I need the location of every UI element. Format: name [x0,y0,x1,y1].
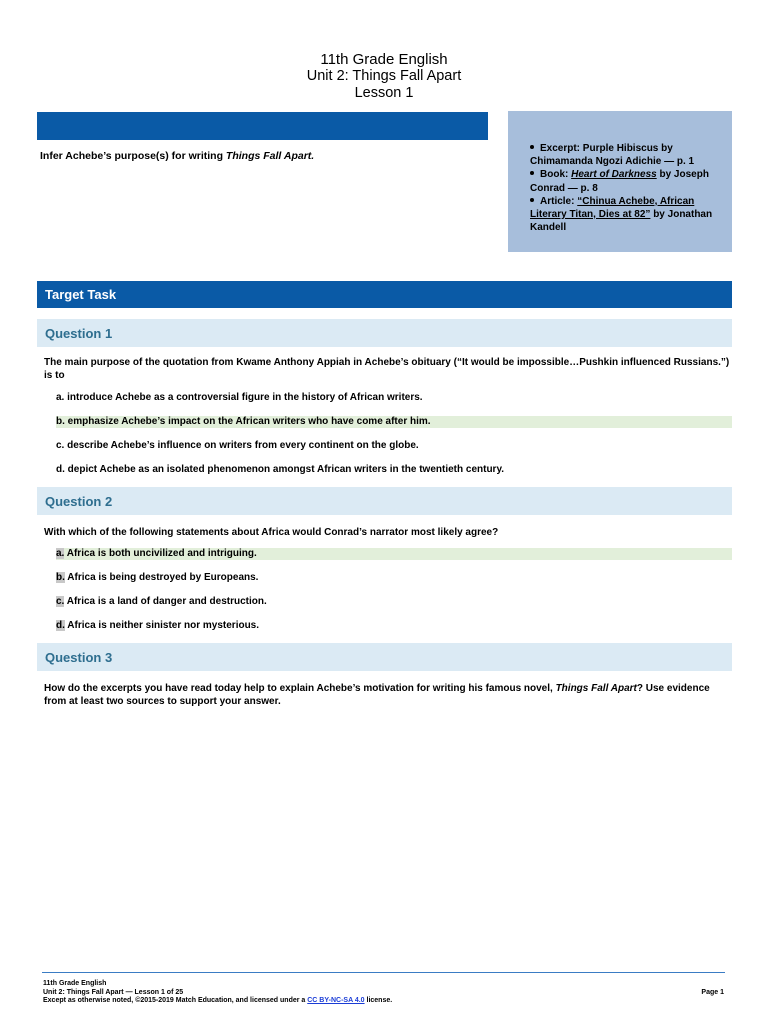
bullet-icon [530,198,534,202]
question-1-heading: Question 1 [37,319,732,347]
objective-book-title: Things Fall Apart. [225,150,315,162]
question-3-heading: Question 3 [37,643,732,671]
question-1-choice-a: a. introduce Achebe as a controversial figure in the history of African writers. [56,392,423,403]
objective-text: Infer Achebe’s purpose(s) for writing [40,150,226,162]
footer-unit: Unit 2: Things Fall Apart — Lesson 1 of 25 [43,988,184,996]
course-title: 11th Grade English [320,51,448,68]
question-1-choice-b: b. emphasize Achebe’s impact on the African writers who have come after him. [56,416,732,428]
question-1-choice-c: c. describe Achebe’s influence on writers from every continent on the globe. [56,440,419,451]
materials-item-1: Excerpt: Purple Hibiscus by Chimamanda Ngozi Adichie — p. 1 [530,143,695,168]
materials-item-2: Book: Heart of Darkness by Joseph Conrad — p. 8 [530,169,709,194]
bullet-icon [530,171,534,175]
materials-box [508,111,732,252]
question-2-stem: With which of the following statements about Africa would Conrad’s narrator most likely agree? [44,527,499,538]
document-header [0,51,768,102]
question-2-choice-c: c. Africa is a land of danger and destruction. [56,596,267,607]
footer-course: 11th Grade English [43,980,107,987]
question-3-stem: How do the excerpts you have read today help to explain Achebe’s motivation for writing his famous novel, Things Fall Apart? Use evidence from at least two sources to support your answer. [44,683,710,707]
target-task-heading: Target Task [37,281,732,308]
question-1-choice-d: d. depict Achebe as an isolated phenomenon amongst African writers in the twentieth century. [56,464,505,475]
objective-header-bar [37,112,488,140]
heart-of-darkness-link[interactable]: Heart of Darkness [571,169,657,181]
question-2-heading: Question 2 [37,487,732,515]
question-2-choice-a: a. Africa is both uncivilized and intriguing. [56,548,732,560]
footer-divider [42,972,725,973]
choice-letter: a. [56,548,65,559]
choice-letter: c. [56,596,65,607]
article-link[interactable]: “Chinua Achebe, African Literary Titan, Dies at 82” [530,195,695,221]
page-number: Page 1 [701,989,724,996]
footer [43,980,392,1006]
question-2-choice-d: d. Africa is neither sinister nor mysterious. [56,620,260,631]
unit-title: Unit 2: Things Fall Apart [306,68,462,84]
choice-letter: b. [56,572,65,583]
choice-letter: d. [56,620,65,631]
license-link[interactable]: CC BY-NC-SA 4.0 [307,997,365,1004]
lesson-title: Lesson 1 [354,85,414,101]
materials-item-3: Article: “Chinua Achebe, African Literary Titan, Dies at 82” by Jonathan Kandell [530,195,713,234]
footer-license-line: Except as otherwise noted, ©2015-2019 Match Education, and licensed under a CC BY-NC-SA 4.0 license. [43,997,393,1004]
objective [40,150,314,162]
question-2-choice-b: b. Africa is being destroyed by Europeans. [56,572,259,583]
bullet-icon [530,145,534,149]
question-1-stem: The main purpose of the quotation from Kwame Anthony Appiah in Achebe’s obituary (“It would be impossible…Pushkin influenced Russians.”) is to [44,357,730,381]
